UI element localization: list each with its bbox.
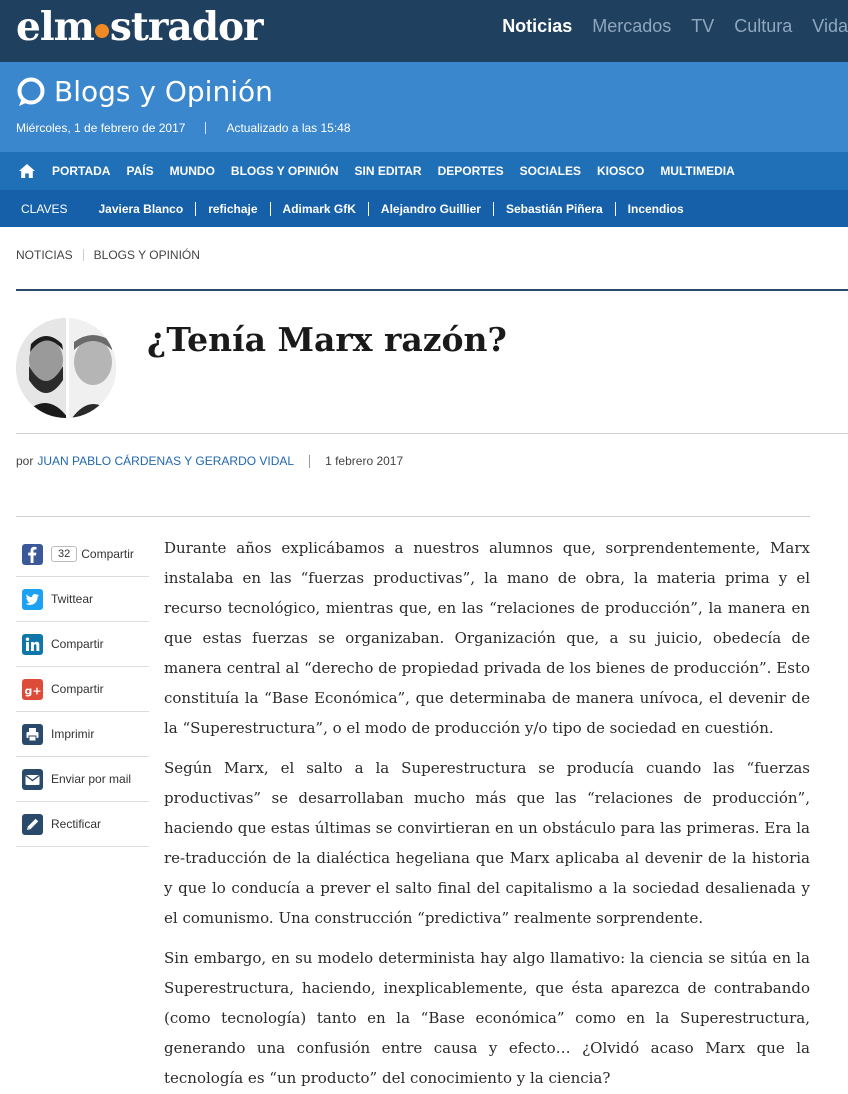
top-nav — [482, 16, 848, 37]
facebook-share-label: Compartir — [81, 547, 134, 561]
share-twitter[interactable] — [16, 577, 149, 622]
nav-kiosco[interactable]: KIOSCO — [596, 164, 645, 178]
article-paragraph: Según Marx, el salto a la Superestructura se producía cuando las “fuerzas productivas” se desarrollaban mucho más que las “relaciones de producción”, haciendo que estas últimas se convirtieran en un obstáculo para las primeras. Era la re-traducción de la dialéctica hegeliana que Marx aplicaba al devenir de la historia y que lo conducía a prever el salto final del capitalismo a la sociedad desalienada y el comunismo. Una construcción “predictiva” realmente sorprendente. — [164, 759, 810, 927]
home-icon[interactable] — [18, 162, 36, 180]
author-link[interactable]: JUAN PABLO CÁRDENAS Y GERARDO VIDAL — [37, 454, 295, 468]
share-googleplus[interactable] — [16, 667, 149, 712]
breadcrumb-noticias[interactable]: NOTICIAS — [16, 248, 73, 262]
byline-divider — [309, 455, 310, 468]
nav-portada[interactable]: PORTADA — [52, 164, 111, 178]
current-date: Miércoles, 1 de febrero de 2017 — [16, 121, 186, 135]
main-nav — [0, 152, 848, 190]
sub-nav-claves — [0, 190, 848, 227]
tag-sebastian-pinera[interactable]: Sebastián Piñera — [493, 202, 615, 216]
site-logo[interactable] — [16, 4, 263, 50]
logo-text-left: elm — [16, 4, 94, 50]
section-meta — [16, 121, 351, 135]
svg-text:g+: g+ — [24, 684, 42, 697]
linkedin-icon — [22, 634, 43, 655]
share-linkedin[interactable] — [16, 622, 149, 667]
byline — [16, 454, 403, 468]
googleplus-share-label: Compartir — [51, 682, 104, 696]
rectify-label: Rectificar — [51, 817, 102, 831]
tag-alejandro-guillier[interactable]: Alejandro Guillier — [368, 202, 493, 216]
pencil-icon — [22, 814, 43, 835]
top-nav-mercados[interactable]: Mercados — [592, 16, 672, 36]
nav-sin-editar[interactable]: SIN EDITAR — [354, 164, 422, 178]
article-title: ¿Tenía Marx razón? — [147, 320, 507, 359]
section-title[interactable]: Blogs y Opinión — [54, 75, 273, 108]
envelope-icon — [22, 769, 43, 790]
facebook-icon — [22, 544, 43, 565]
linkedin-share-label: Compartir — [51, 637, 104, 651]
top-nav-vida[interactable]: Vida — [812, 16, 848, 36]
logo-text-right: strador — [109, 4, 263, 50]
authors-avatar — [16, 318, 116, 418]
breadcrumb — [16, 248, 200, 262]
updated-time: Actualizado a las 15:48 — [226, 121, 351, 135]
tag-incendios[interactable]: Incendios — [615, 202, 696, 216]
share-facebook[interactable] — [16, 532, 149, 577]
twitter-icon — [22, 589, 43, 610]
breadcrumb-blogs-opinion[interactable]: BLOGS Y OPINIÓN — [93, 248, 200, 262]
divider — [16, 516, 810, 517]
nav-mundo[interactable]: MUNDO — [169, 164, 215, 178]
nav-multimedia[interactable]: MULTIMEDIA — [660, 164, 735, 178]
share-sidebar — [16, 532, 149, 847]
speech-bubble-icon — [16, 77, 46, 107]
top-nav-cultura[interactable]: Cultura — [734, 16, 793, 36]
nav-deportes[interactable]: DEPORTES — [437, 164, 504, 178]
googleplus-icon — [22, 679, 43, 700]
printer-icon — [22, 724, 43, 745]
share-print[interactable] — [16, 712, 149, 757]
article-paragraph: Durante años explicábamos a nuestros alumnos que, sorprendentemente, Marx instalaba en las “fuerzas productivas”, la mano de obra, la materia prima y el recurso tecnológico, mientras que, en las “relaciones de producción”, la manera en que estas fuerzas se organizaban. Organización que, a su juicio, obedecía de manera central al “derecho de propiedad privada de los bienes de producción”. Esto constituía la “Base Económica”, que determinaba de manera unívoca, el devenir de la “Superestructura”, o el modo de producción y/o tipo de sociedad en cuestión. — [164, 539, 810, 737]
section-header — [0, 62, 848, 152]
breadcrumb-divider — [83, 249, 84, 261]
nav-blogs-opinion[interactable]: BLOGS Y OPINIÓN — [230, 164, 339, 178]
top-nav-noticias[interactable]: Noticias — [502, 16, 573, 36]
nav-sociales[interactable]: SOCIALES — [519, 164, 581, 178]
share-email[interactable] — [16, 757, 149, 802]
article-body — [164, 533, 810, 1094]
twitter-share-label: Twittear — [51, 592, 94, 606]
top-nav-tv[interactable]: TV — [691, 16, 715, 36]
email-label: Enviar por mail — [51, 772, 132, 786]
share-rectify[interactable] — [16, 802, 149, 847]
meta-divider — [205, 122, 206, 134]
article-date: 1 febrero 2017 — [325, 454, 404, 468]
logo-dot — [95, 24, 109, 38]
tag-adimark-gfk[interactable]: Adimark GfK — [270, 202, 368, 216]
tag-javiera-blanco[interactable]: Javiera Blanco — [98, 201, 184, 216]
share-count: 32 — [51, 546, 77, 562]
claves-label: CLAVES — [21, 201, 68, 216]
top-bar — [0, 0, 848, 62]
divider — [16, 433, 848, 434]
divider — [16, 289, 848, 291]
article-paragraph: Sin embargo, en su modelo determinista hay algo llamativo: la ciencia se sitúa en la Superestructura, haciendo, inexplicablemente, que ésta aparezca de contrabando (como tecnología) tanto en la “Base económica” como en la Superestructura, generando una confusión entre causa y efecto… ¿Olvidó acaso Marx que la tecnología es “un producto” del conocimiento y la ciencia? — [164, 949, 810, 1087]
nav-pais[interactable]: PAÍS — [126, 164, 154, 178]
print-label: Imprimir — [51, 727, 95, 741]
byline-prefix: por — [16, 454, 34, 468]
tag-refichaje[interactable]: refichaje — [195, 202, 269, 216]
